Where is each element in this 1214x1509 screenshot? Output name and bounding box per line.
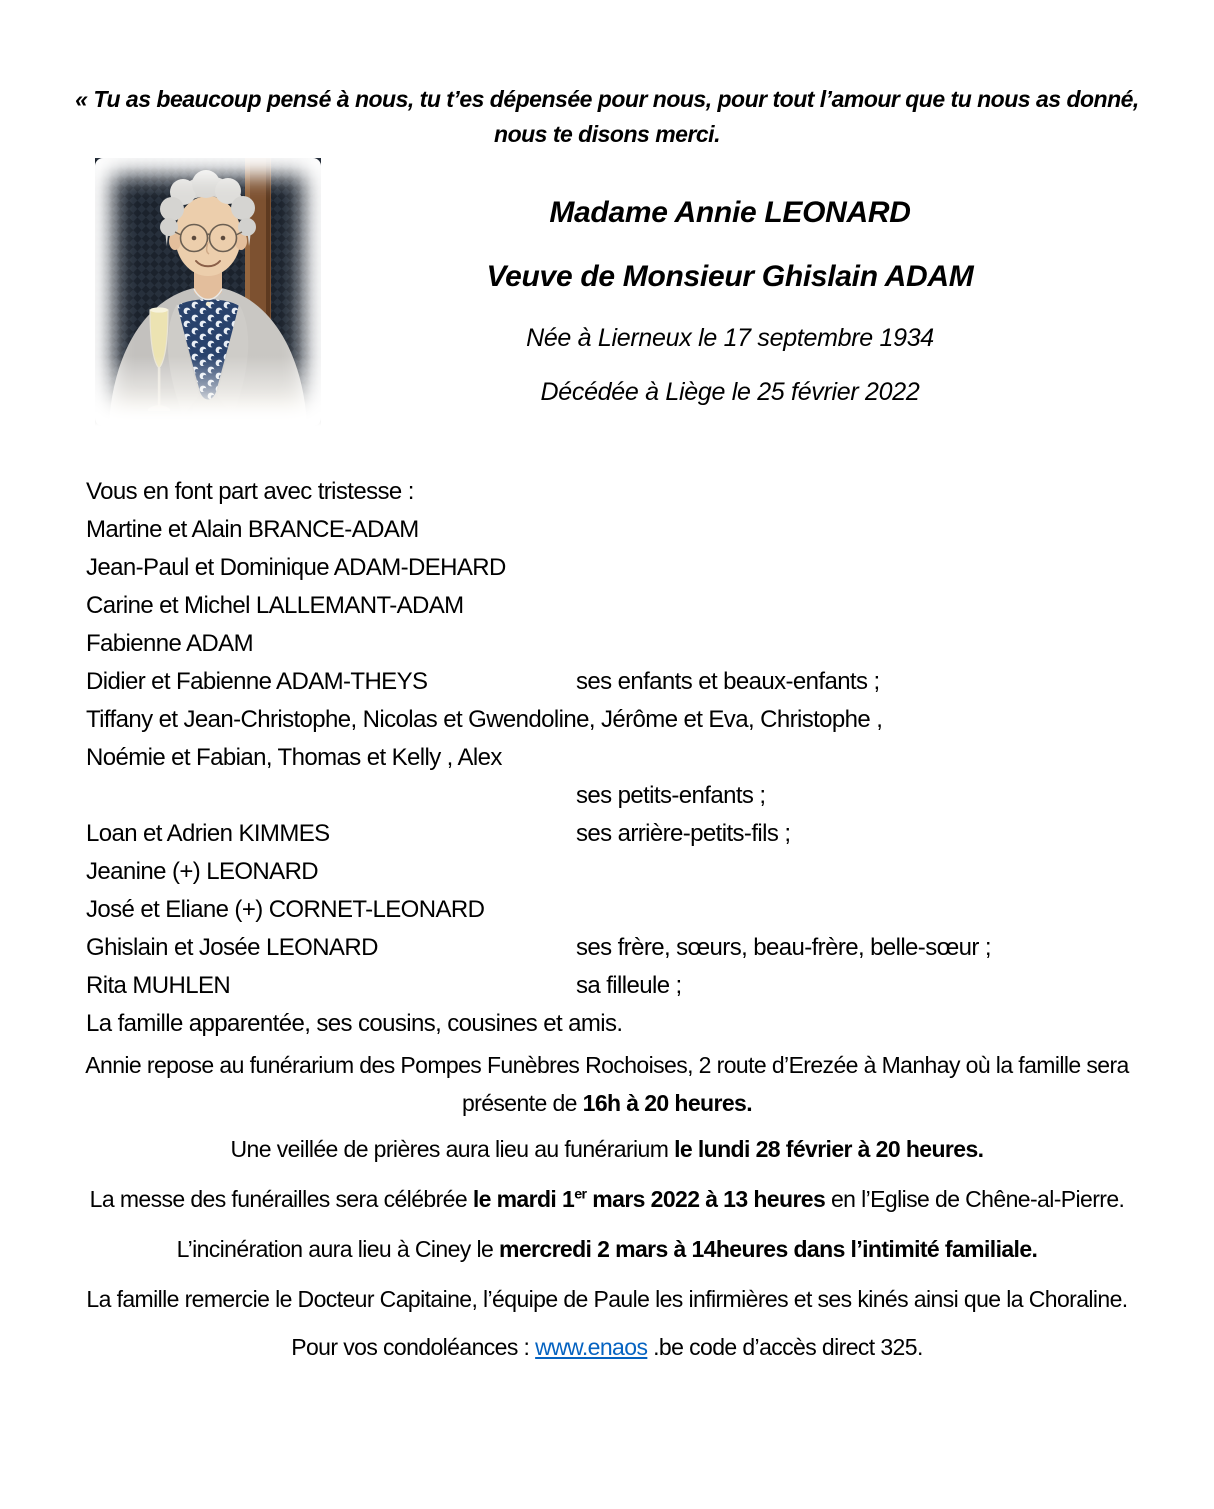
incineration-text: L’incinération aura lieu à Ciney le <box>176 1236 499 1262</box>
family-row <box>86 896 1184 934</box>
repose-line-2 <box>0 1084 1214 1122</box>
deceased-name: Madame Annie LEONARD <box>549 196 911 229</box>
family-row <box>86 478 1184 516</box>
family-member: Jeanine (+) LEONARD <box>86 858 319 885</box>
family-row <box>86 934 1184 972</box>
family-row <box>86 782 1184 820</box>
family-relation: ses arrière-petits-fils ; <box>576 820 791 847</box>
deceased-birth-line: Née à Lierneux le 17 septembre 1934 <box>526 324 934 352</box>
deceased-widow-of: Veuve de Monsieur Ghislain ADAM <box>486 260 974 293</box>
repose-text: présente de <box>461 1090 583 1116</box>
family-list <box>86 478 1184 1048</box>
family-member: Carine et Michel LALLEMANT-ADAM <box>86 592 464 619</box>
family-row <box>86 706 1184 744</box>
incineration-datetime-bold: mercredi 2 mars à 14heures dans l’intimité familiale. <box>498 1236 1038 1262</box>
messe-datetime-bold: le mardi 1 <box>472 1186 575 1212</box>
messe-text: La messe des funérailles sera célébrée <box>89 1186 473 1212</box>
portrait-photo <box>95 158 321 426</box>
enaos-link[interactable]: www.enaos <box>535 1334 648 1360</box>
remerciements-text: La famille remercie le Docteur Capitaine, l’équipe de Paule les infirmières et ses kinés ainsi que la Choraline. <box>86 1286 1128 1312</box>
paragraph-veillee <box>0 1130 1214 1168</box>
paragraph-repose <box>0 1046 1214 1122</box>
veillee-text: Une veillée de prières aura lieu au funérarium <box>230 1136 675 1162</box>
family-row <box>86 554 1184 592</box>
paragraph-incineration <box>0 1230 1214 1268</box>
paragraph-condoleances <box>0 1328 1214 1366</box>
family-relation: ses enfants et beaux-enfants ; <box>576 668 880 695</box>
family-relation: ses frère, sœurs, beau-frère, belle-sœur ; <box>576 934 991 961</box>
family-row <box>86 744 1184 782</box>
family-relation: sa filleule ; <box>576 972 682 999</box>
family-member: Didier et Fabienne ADAM-THEYS <box>86 668 428 695</box>
repose-text: Annie repose au funérarium des Pompes Funèbres Rochoises, 2 route d’Erezée à Manhay où la famille sera <box>85 1052 1129 1078</box>
paragraph-messe <box>0 1180 1214 1218</box>
photo-bottom-fade <box>95 356 321 426</box>
family-member: Ghislain et Josée LEONARD <box>86 934 378 961</box>
condoleances-text: Pour vos condoléances : <box>291 1334 536 1360</box>
messe-ordinal-superscript: er <box>574 1186 587 1203</box>
messe-datetime-bold: mars 2022 à 13 heures <box>586 1186 826 1212</box>
family-row <box>86 972 1184 1010</box>
family-closing: La famille apparentée, ses cousins, cousines et amis. <box>86 1010 623 1037</box>
family-row <box>86 592 1184 630</box>
quote-line-2: nous te disons merci. <box>494 121 720 147</box>
family-relation: ses petits-enfants ; <box>576 782 766 809</box>
condoleances-access-code-text: .be code d’accès direct 325. <box>647 1334 923 1360</box>
veillee-datetime-bold: le lundi 28 février à 20 heures. <box>674 1136 984 1162</box>
family-intro: Vous en font part avec tristesse : <box>86 478 414 505</box>
messe-location-text: en l’Eglise de Chêne-al-Pierre. <box>825 1186 1125 1212</box>
family-row <box>86 820 1184 858</box>
quote-line-1: « Tu as beaucoup pensé à nous, tu t’es dépensée pour nous, pour tout l’amour que tu nous as donné, <box>75 86 1139 112</box>
paragraph-remerciements <box>0 1280 1214 1318</box>
family-row <box>86 1010 1184 1048</box>
family-member: Tiffany et Jean-Christophe, Nicolas et Gwendoline, Jérôme et Eva, Christophe , <box>86 706 883 733</box>
repose-line-1 <box>0 1046 1214 1084</box>
portrait-photo-image <box>95 158 321 426</box>
family-member: Noémie et Fabian, Thomas et Kelly , Alex <box>86 744 502 771</box>
family-member: Fabienne ADAM <box>86 630 253 657</box>
family-member: Jean-Paul et Dominique ADAM-DEHARD <box>86 554 506 581</box>
repose-hours-bold: 16h à 20 heures. <box>582 1090 753 1116</box>
family-member: Rita MUHLEN <box>86 972 231 999</box>
memorial-quote <box>0 82 1214 152</box>
family-row <box>86 668 1184 706</box>
family-member: Loan et Adrien KIMMES <box>86 820 330 847</box>
family-row <box>86 630 1184 668</box>
family-member: Martine et Alain BRANCE-ADAM <box>86 516 419 543</box>
deceased-death-line: Décédée à Liège le 25 février 2022 <box>540 378 920 406</box>
family-row <box>86 858 1184 896</box>
family-member: José et Eliane (+) CORNET-LEONARD <box>86 896 485 923</box>
family-row <box>86 516 1184 554</box>
